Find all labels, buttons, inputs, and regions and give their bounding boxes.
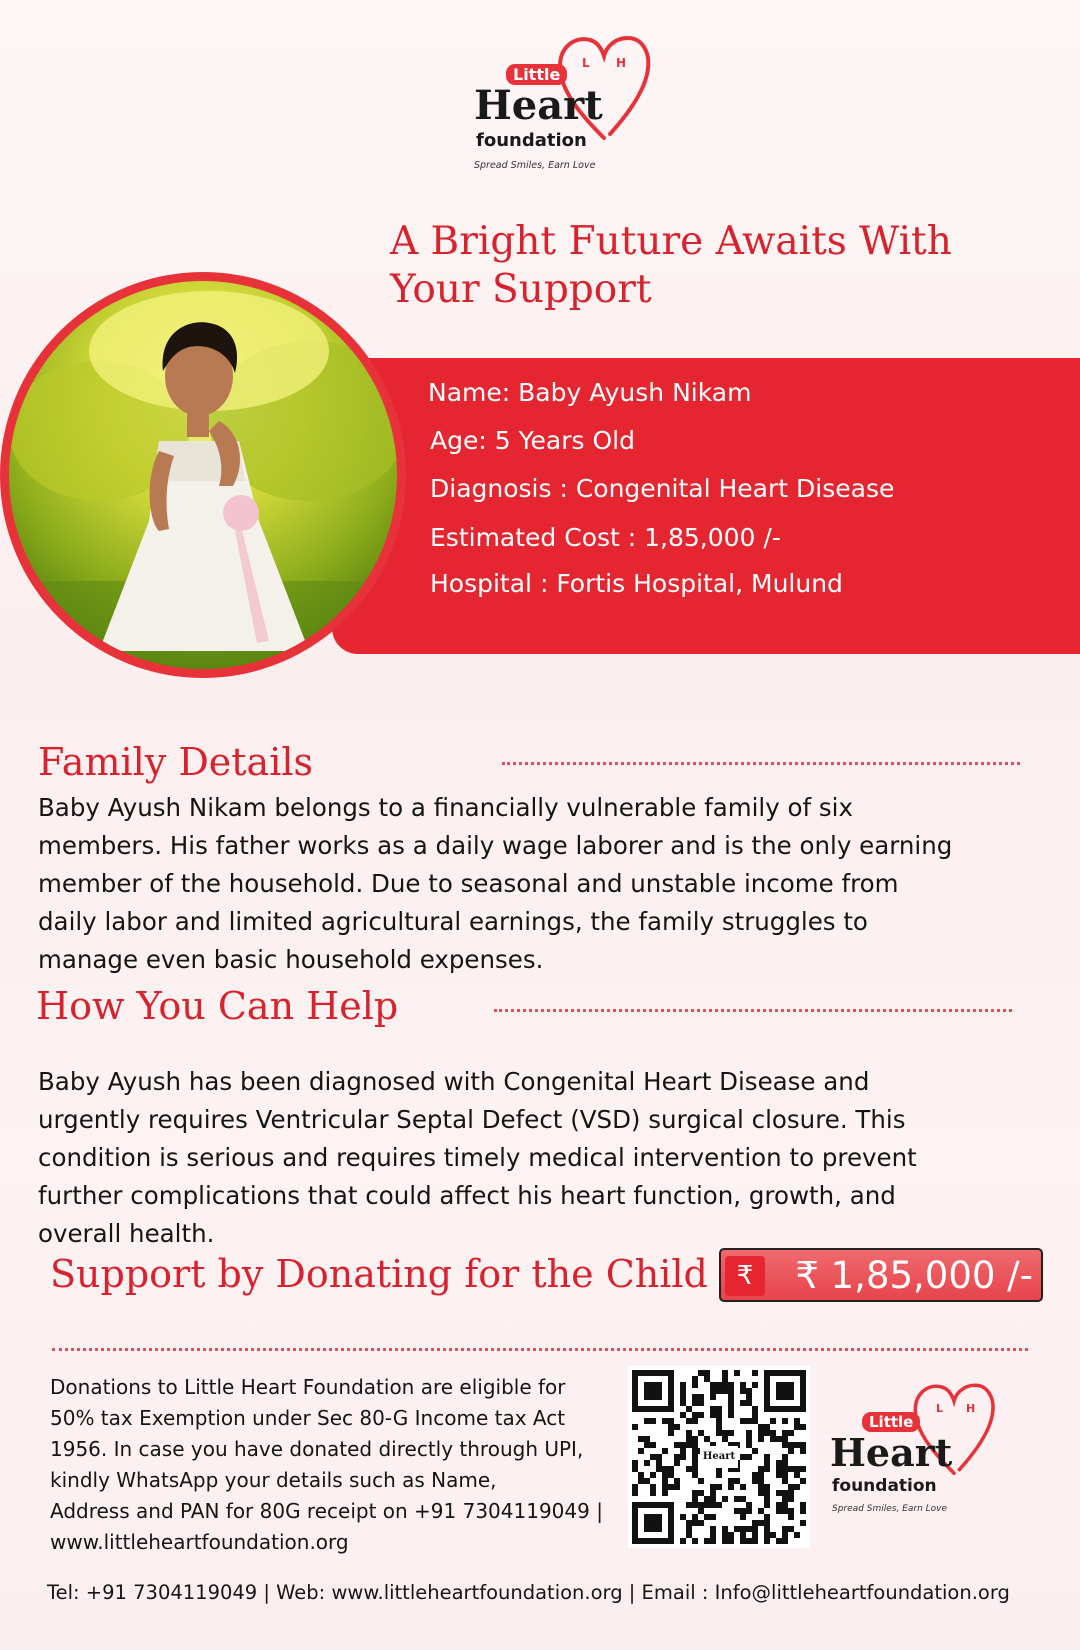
headline: A Bright Future Awaits With Your Support <box>390 219 952 312</box>
patient-diagnosis: Diagnosis : Congenital Heart Disease <box>430 474 895 503</box>
patient-hospital: Hospital : Fortis Hospital, Mulund <box>430 569 843 598</box>
monogram-l: L <box>582 56 590 70</box>
monogram-l: L <box>936 1402 944 1415</box>
help-divider <box>494 1009 1012 1012</box>
brand-foundation: foundation <box>476 130 587 151</box>
family-line: Baby Ayush Nikam belongs to a financially vulnerable family of six <box>38 793 853 822</box>
help-line: Baby Ayush has been diagnosed with Congenital Heart Disease and <box>38 1067 870 1096</box>
family-line: members. His father works as a daily wage laborer and is the only earning <box>38 831 953 860</box>
brand-little: Little <box>862 1412 920 1432</box>
bottom-divider <box>52 1348 1028 1351</box>
brand-logo-top <box>466 30 646 170</box>
tax-note-line: Address and PAN for 80G receipt on +91 7304119049 | <box>50 1499 603 1523</box>
monogram-h: H <box>966 1402 976 1415</box>
brand-tagline: Spread Smiles, Earn Love <box>474 160 596 171</box>
family-line: manage even basic household expenses. <box>38 945 544 974</box>
brand-heart: Heart <box>474 82 603 129</box>
how-you-can-help-title: How You Can Help <box>36 984 399 1028</box>
tax-note-line: Donations to Little Heart Foundation are eligible for <box>50 1375 566 1399</box>
footer-contact: Tel: +91 7304119049 | Web: www.littleheartfoundation.org | Email : Info@littleheartfoundation.org <box>47 1581 1010 1604</box>
brand-tagline: Spread Smiles, Earn Love <box>832 1504 948 1514</box>
donation-amount-button[interactable] <box>719 1248 1043 1302</box>
brand-little: Little <box>506 64 567 85</box>
family-line: daily labor and limited agricultural earnings, the family struggles to <box>38 907 868 936</box>
monogram-h: H <box>616 56 627 70</box>
brand-heart: Heart <box>830 1430 953 1475</box>
tax-note-line: 50% tax Exemption under Sec 80-G Income tax Act <box>50 1406 566 1430</box>
help-line: urgently requires Ventricular Septal Defect (VSD) surgical closure. This <box>38 1105 906 1134</box>
family-details-text <box>38 789 1058 979</box>
child-photo <box>9 281 397 669</box>
patient-cost: Estimated Cost : 1,85,000 /- <box>430 523 781 552</box>
tax-note-line: www.littleheartfoundation.org <box>50 1530 349 1554</box>
patient-name: Name: Baby Ayush Nikam <box>428 378 752 407</box>
rupee-icon: ₹ <box>725 1256 765 1296</box>
help-line: condition is serious and requires timely medical intervention to prevent <box>38 1143 917 1172</box>
brand-logo-bottom <box>830 1378 1010 1518</box>
family-divider <box>502 762 1020 765</box>
child-photo-frame <box>0 272 406 678</box>
child-photo-illustration <box>9 281 397 669</box>
family-details-title: Family Details <box>38 740 314 784</box>
family-line: member of the household. Due to seasonal and unstable income from <box>38 869 899 898</box>
qr-center-label: Heart <box>700 1446 738 1468</box>
patient-info-panel <box>332 358 1080 654</box>
help-line: further complications that could affect his heart function, growth, and <box>38 1181 896 1210</box>
donation-qr-code[interactable] <box>628 1366 810 1548</box>
brand-foundation: foundation <box>832 1476 937 1496</box>
donate-title: Support by Donating for the Child <box>50 1252 708 1296</box>
help-line: overall health. <box>38 1219 215 1248</box>
tax-note-line: 1956. In case you have donated directly through UPI, <box>50 1437 584 1461</box>
tax-exemption-note <box>50 1372 620 1558</box>
donation-amount: ₹ 1,85,000 /- <box>795 1254 1033 1297</box>
tax-note-line: kindly WhatsApp your details such as Name, <box>50 1468 497 1492</box>
patient-age: Age: 5 Years Old <box>430 426 635 455</box>
help-text <box>38 1063 1058 1253</box>
